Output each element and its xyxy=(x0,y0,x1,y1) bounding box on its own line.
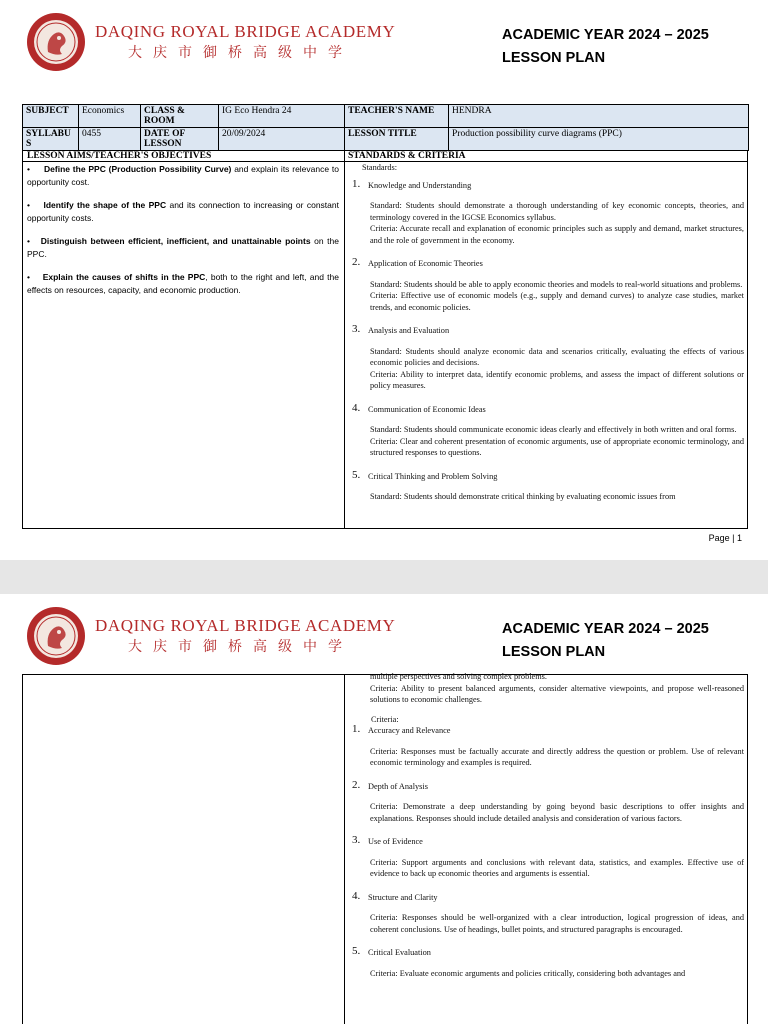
teacher-value: HENDRA xyxy=(449,105,749,128)
criteria-description: Criteria: Responses should be well-organized with a clear introduction, logical progression of ideas, and coherent conclusions. Use of headings, bullet points, and structured paragraphs is encouraged. xyxy=(370,913,744,934)
document-type: LESSON PLAN xyxy=(502,50,606,66)
criteria-item: 5. Critical Evaluation xyxy=(352,945,431,957)
info-row-2 xyxy=(23,128,749,151)
criteria-description: Criteria: Evaluate economic arguments and policies critically, considering both advantages and xyxy=(370,968,686,978)
document-header xyxy=(502,618,709,664)
subject-label: SUBJECT xyxy=(23,105,79,128)
lesson-title-label: LESSON TITLE xyxy=(345,128,449,151)
document-header xyxy=(502,24,709,70)
lesson-aims-list xyxy=(27,163,339,307)
standard-description: Standard: Students should demonstrate a thorough understanding of key economic concepts, theories, and terminology covered in the IGCSE Economics syllabus. Criteria: Accurate recall and explanation of economic principles such as supply and demand, market structures, and the role of government in the economy. xyxy=(370,201,744,245)
criteria-item: 3. Use of Evidence xyxy=(352,834,423,846)
criteria-list xyxy=(350,671,744,991)
standard-item: 3. Analysis and Evaluation xyxy=(352,323,450,335)
standard-description: Standard: Students should communicate economic ideas clearly and effectively in both written and oral forms. Criteria: Clear and coherent presentation of economic arguments, use of appropriate economic terminology, and structured responses to questions. xyxy=(370,425,744,457)
page-2 xyxy=(0,594,768,1024)
criteria-intro: Criteria: xyxy=(371,714,399,724)
school-name-english: DAQING ROYAL BRIDGE ACADEMY xyxy=(95,616,396,635)
standard-continued: multiple perspectives and solving complex problems. Criteria: Ability to present balanced arguments, consider alternative viewpoints, and propose well-reasoned solutions to economic challenges. xyxy=(370,672,744,704)
criteria-description: Criteria: Responses must be factually accurate and directly address the question or problem. Use of relevant economic terminology and examples is required. xyxy=(370,746,744,767)
standard-item: 4. Communication of Economic Ideas xyxy=(352,401,486,414)
school-name-chinese: 大庆市御桥高级中学 xyxy=(128,639,353,655)
academic-year: ACADEMIC YEAR 2024 – 2025 xyxy=(502,27,709,43)
standards-list xyxy=(350,162,744,515)
page-number: Page | 1 xyxy=(708,533,742,543)
date-value: 20/09/2024 xyxy=(219,128,345,151)
aim-item: • Define the PPC (Production Possibility Curve) and explain its relevance to opportunity cost. xyxy=(27,164,339,187)
school-name-english: DAQING ROYAL BRIDGE ACADEMY xyxy=(95,22,396,41)
aim-item: • Identify the shape of the PPC and its connection to increasing or constant opportunity costs. xyxy=(27,200,339,223)
criteria-description: Criteria: Support arguments and conclusions with relevant data, statistics, and examples. Effective use of evidence to back up economic theories and arguments is essential. xyxy=(370,857,744,878)
date-label: DATE OF LESSON xyxy=(141,128,219,151)
standard-item: 1. Knowledge and Understanding xyxy=(352,177,472,190)
aim-item: • Distinguish between efficient, inefficient, and unattainable points on the PPC. xyxy=(27,236,339,259)
info-row-1 xyxy=(23,105,749,128)
standards-intro: Standards: xyxy=(362,163,398,172)
criteria-item: 4. Structure and Clarity xyxy=(352,889,438,902)
column-divider xyxy=(344,675,345,1024)
standard-item: 2. Application of Economic Theories xyxy=(352,256,483,268)
school-crest-logo xyxy=(26,12,86,72)
standard-description: Standard: Students should demonstrate critical thinking by evaluating economic issues from xyxy=(370,492,676,501)
column-divider xyxy=(344,151,345,528)
lesson-info-table xyxy=(22,104,749,151)
syllabus-label: SYLLABUS xyxy=(23,128,79,151)
teacher-label: TEACHER'S NAME xyxy=(345,105,449,128)
document-type: LESSON PLAN xyxy=(502,644,606,660)
standard-description: Standard: Students should analyze economic data and scenarios critically, evaluating the effects of various economic policies and decisions. Criteria: Ability to interpret data, identify economic problems, and assess the impact of different solutions or policy measures. xyxy=(370,346,744,390)
school-crest-logo xyxy=(26,606,86,666)
class-value: IG Eco Hendra 24 xyxy=(219,105,345,128)
standards-column-heading: STANDARDS & CRITERIA xyxy=(348,151,466,161)
criteria-item: 2. Depth of Analysis xyxy=(352,778,428,791)
lesson-title-value: Production possibility curve diagrams (PPC) xyxy=(449,128,749,151)
standard-description: Standard: Students should be able to apply economic theories and models to real-world situations and problems. Criteria: Effective use of economic models (e.g., supply and demand curves) to analyze case studies, market trends, and economic policies. xyxy=(370,279,744,312)
school-name-chinese: 大庆市御桥高级中学 xyxy=(128,45,353,61)
page-gap xyxy=(0,560,768,594)
standard-item: 5. Critical Thinking and Problem Solving xyxy=(352,468,498,481)
aims-column-heading: LESSON AIMS/TEACHER'S OBJECTIVES xyxy=(27,151,212,161)
syllabus-value: 0455 xyxy=(79,128,141,151)
academic-year: ACADEMIC YEAR 2024 – 2025 xyxy=(502,621,709,637)
objectives-standards-table-continued xyxy=(22,674,748,1024)
objectives-standards-table xyxy=(22,150,748,529)
criteria-description: Criteria: Demonstrate a deep understanding by going beyond basic descriptions to offer insights and explanations. Responses should include detailed analysis and consideration of various factors. xyxy=(370,802,744,823)
criteria-item: 1. Accuracy and Relevance xyxy=(352,723,451,735)
aim-item: • Explain the causes of shifts in the PPC, both to the right and left, and the effects on resources, capacity, and economic production. xyxy=(27,272,339,295)
subject-value: Economics xyxy=(79,105,141,128)
class-label: CLASS & ROOM xyxy=(141,105,219,128)
